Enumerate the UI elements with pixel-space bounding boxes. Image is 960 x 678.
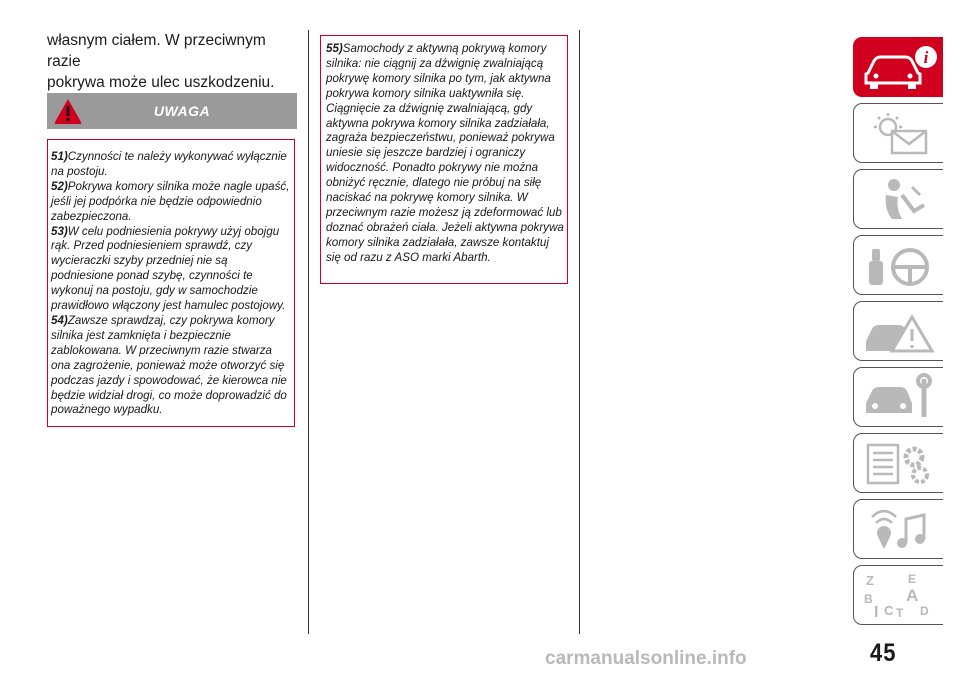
svg-text:D: D bbox=[920, 604, 929, 618]
svg-text:Z: Z bbox=[866, 573, 874, 588]
svg-text:E: E bbox=[908, 572, 917, 586]
multimedia-icon bbox=[862, 505, 940, 555]
tab-car-info[interactable] bbox=[853, 37, 943, 97]
svg-text:C: C bbox=[884, 603, 894, 618]
column-divider bbox=[308, 30, 309, 634]
page-number: 45 bbox=[870, 638, 897, 667]
tab-car-emergency[interactable] bbox=[853, 301, 943, 361]
tab-dashboard-lights[interactable] bbox=[853, 103, 943, 163]
note-item: 54)Zawsze sprawdzaj, czy pokrywa komory silnika jest zamknięta i bezpiecznie zablokowana. W przeciwnym razie stwarza ona zagrożenie, ponieważ może otworzyć się podczas jazdy i spowodować, że kierowca nie będzie widział drogi, co może doprowadzić do poważnego wypadku. bbox=[51, 313, 287, 417]
watermark: carmanualsonline.info bbox=[545, 648, 747, 669]
warning-notes bbox=[51, 150, 293, 418]
intro-line-2: pokrywa może ulec uszkodzeniu. bbox=[47, 74, 275, 91]
tab-key-steering[interactable] bbox=[853, 235, 943, 295]
note-item: 53)W celu podniesienia pokrywy użyj obojgu rąk. Przed podniesieniem sprawdź, czy wycieraczki szyby przedniej nie są podniesione ponad szybę, czynności te wykonuj na postoju, gdy w samochodzie prawidłowo włączony jest hamulec postojowy. bbox=[51, 224, 286, 313]
alphabetical-index-icon bbox=[862, 571, 940, 621]
svg-text:I: I bbox=[874, 604, 879, 621]
tab-seat-safety[interactable] bbox=[853, 169, 943, 229]
specs-gears-icon bbox=[862, 439, 940, 489]
tab-multimedia[interactable] bbox=[853, 499, 943, 559]
intro-line-1: własnym ciałem. W przeciwnym razie bbox=[47, 32, 266, 70]
note-55: 55)Samochody z aktywną pokrywą komory silnika: nie ciągnij za dźwignię zwalniającą pokrywę komory silnika po tym, jak aktywna pokrywa komory silnika uaktywniła się. Ciągnięcie za dźwignię zwalniającą, gdy aktywna pokrywa komory silnika zadziałała, zagraża bezpieczeństwu, ponieważ pokrywa uniesie się jeszcze bardziej i ograniczy widoczność. Ponadto pokrywy nie można obniżyć ręcznie, dlatego nie próbuj na siłę naciskać na pokrywę komory silnika. W przeciwnym razie możesz ją zdeformować lub doznać obrażeń ciała. Jeżeli aktywna pokrywa komory silnika zadziałała, zawsze kontaktuj się od razu z ASO marki Abarth. bbox=[326, 42, 564, 264]
car-emergency-icon bbox=[862, 307, 940, 357]
tab-alphabetical-index[interactable] bbox=[853, 565, 943, 625]
svg-text:i: i bbox=[923, 48, 929, 67]
note-item: 51)Czynności te należy wykonywać wyłącznie na postoju. bbox=[51, 150, 287, 178]
svg-text:A: A bbox=[906, 586, 919, 605]
svg-text:T: T bbox=[896, 606, 904, 620]
tab-specs-gears[interactable] bbox=[853, 433, 943, 493]
warning-title: UWAGA bbox=[153, 103, 211, 119]
column-divider bbox=[579, 30, 580, 634]
car-info-icon bbox=[862, 43, 940, 93]
warning-header bbox=[47, 93, 297, 129]
intro-paragraph bbox=[47, 30, 297, 93]
car-maintenance-icon bbox=[862, 373, 940, 423]
key-steering-icon bbox=[862, 241, 940, 291]
note-item: 52)Pokrywa komory silnika może nagle upaść, jeśli jej podpórka nie będzie odpowiednio zabezpieczona. bbox=[51, 179, 290, 223]
seat-safety-icon bbox=[862, 175, 940, 225]
svg-text:B: B bbox=[864, 592, 873, 606]
tab-car-maintenance[interactable] bbox=[853, 367, 943, 427]
dashboard-lights-icon bbox=[862, 109, 940, 159]
